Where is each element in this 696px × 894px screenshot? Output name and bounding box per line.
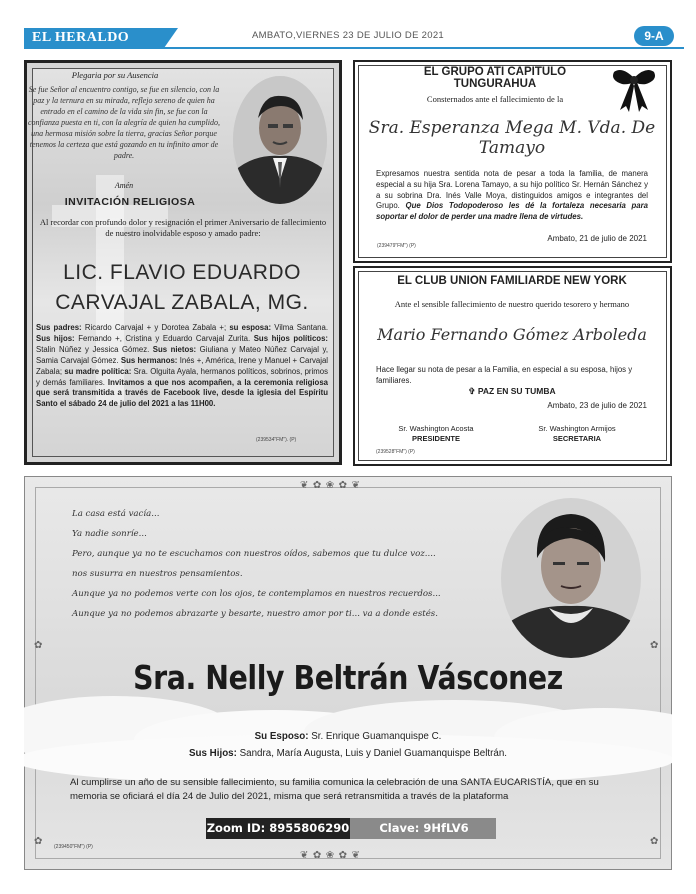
condolence-blessing: Que Dios Todopoderoso les dé la fortaleza necesaria para soportar el dolor de perder una madre llena de virtudes. bbox=[376, 201, 648, 222]
poem-line: Ya nadie sonríe... bbox=[72, 529, 147, 539]
poem-line: nos susurra en nuestros pensamientos. bbox=[72, 569, 243, 579]
floral-ornament-icon: ✿ bbox=[650, 640, 660, 651]
poem-line: Pero, aunque ya no te escuchamos con nuestros oídos, sabemos que tu dulce voz.... bbox=[72, 549, 436, 559]
deceased-name: Sra. Nelly Beltrán Vásconez bbox=[133, 658, 563, 697]
floral-ornament-icon: ✿ bbox=[650, 836, 660, 847]
spouse-line bbox=[24, 731, 672, 742]
family-text: Inés +, América, Irene y Manuel + Carvajal Zabala; bbox=[36, 355, 329, 376]
family-label: su esposa: bbox=[229, 323, 272, 332]
floral-ornament-icon: ❦ ✿ ❀ ✿ ❦ bbox=[300, 850, 361, 861]
ad-title: EL GRUPO ATI CAPITULO TUNGURAHUA bbox=[423, 66, 567, 90]
invitation-title: INVITACIÓN RELIGIOSA bbox=[64, 196, 196, 208]
deceased-name: Mario Fernando Gómez Arboleda bbox=[377, 325, 647, 344]
deceased-name-line1: LIC. FLAVIO EDUARDO bbox=[63, 261, 301, 284]
ad-date: Ambato, 23 de julio de 2021 bbox=[547, 401, 647, 410]
deceased-name bbox=[32, 258, 332, 318]
page-number: 9-A bbox=[634, 26, 674, 46]
children-label: Sus Hijos: bbox=[188, 748, 237, 759]
ad-title: EL CLUB UNION FAMILIARDE NEW YORK bbox=[397, 275, 627, 287]
signer-name: Sr. Washington Armijos bbox=[538, 424, 616, 433]
family-text: Sra. Olguita Ayala, hermanos políticos, sobrinos, primos y demás familiares. bbox=[36, 366, 328, 387]
paz-en-su-tumba: ✞ PAZ EN SU TUMBA bbox=[468, 386, 556, 396]
signer-name: Sr. Washington Acosta bbox=[398, 424, 474, 433]
children-line bbox=[24, 748, 672, 759]
family-label: su madre política: bbox=[64, 366, 132, 376]
ad-code: (239479"FM") (P) bbox=[377, 243, 416, 249]
invitation-ceremony: Invitamos a que nos acompañen, a la ceremonia religiosa que será transmitida a través de Facebook live, desde la iglesia del Espíritu Santo el sábado 24 de julio del 2021 a las 11H00. bbox=[36, 377, 328, 409]
ad-date: Ambato, 21 de julio de 2021 bbox=[547, 234, 647, 243]
family-label: Sus padres: bbox=[36, 323, 82, 332]
family-label: Sus hijos: bbox=[36, 333, 75, 343]
children-names: Sandra, María Augusta, Luis y Daniel Guamanquispe Beltrán. bbox=[236, 748, 508, 759]
poem-line: La casa está vacía... bbox=[72, 509, 160, 519]
ad-code: (239528"FM") (P) bbox=[376, 449, 415, 455]
floral-ornament-icon: ❦ ✿ ❀ ✿ ❦ bbox=[300, 480, 361, 491]
prayer-amen: Amén bbox=[114, 181, 134, 190]
header-rule bbox=[24, 47, 684, 49]
zoom-password: Clave: 9HfLV6 bbox=[379, 821, 469, 835]
spouse-name: Sr. Enrique Guamanquispe C. bbox=[308, 731, 442, 742]
floral-ornament-icon: ✿ bbox=[34, 836, 44, 847]
mourning-ribbon-icon bbox=[608, 64, 660, 114]
signer-role: SECRETARIA bbox=[552, 434, 602, 443]
invitation-text: Al recordar con profundo dolor y resignación el primer Aniversario de fallecimiento de nuestro inolvidable esposo y amado padre: bbox=[39, 217, 327, 238]
poem-line: Aunque ya no podemos verte con los ojos, te contemplamos en nuestros recuerdos... bbox=[72, 589, 441, 599]
family-text: Fernando +, Cristina y Eduardo Carvajal Zurita. bbox=[74, 333, 254, 343]
signer-role: PRESIDENTE bbox=[412, 434, 460, 443]
condolence-text bbox=[376, 169, 648, 223]
ad-subtitle: Consternados ante el fallecimiento de la bbox=[426, 94, 564, 104]
condolence-body: Expresamos nuestra sentida nota de pesar a toda la familia, de manera especial a su hija Sra. Lorena Tamayo, a su hijo político Sr. Hernán Sánchez y a su sobrina Dra. Inés Valle Moya, distinguidos amigos e integrantes del Grupo. bbox=[376, 169, 648, 211]
spouse-label: Su Esposo: bbox=[254, 731, 309, 742]
family-text: Vilma Santana. bbox=[271, 323, 329, 332]
mass-announcement: Al cumplirse un año de su sensible fallecimiento, su familia comunica la celebración de una SANTA EUCARISTÍA, que en su memoria se oficiará el día 24 de Julio del 2021, misma que será retransmitida a través de la plataforma bbox=[70, 777, 599, 802]
signature-president bbox=[376, 424, 496, 444]
family-label: Sus nietos: bbox=[152, 344, 197, 354]
family-label: Sus hermanos: bbox=[120, 355, 178, 365]
masthead: EL HERALDO bbox=[24, 28, 164, 48]
prayer-title: Plegaria por su Ausencia bbox=[71, 70, 159, 80]
ad-code: (239534"FM"). (P) bbox=[256, 437, 297, 443]
portrait-photo-woman bbox=[501, 498, 641, 658]
family-text: Ricardo Carvajal + y Dorotea Zabala +; bbox=[81, 323, 230, 332]
ad-code: (239450"FM") (P) bbox=[54, 844, 93, 850]
header-date: AMBATO,VIERNES 23 DE JULIO DE 2021 bbox=[252, 30, 444, 41]
portrait-photo-man bbox=[233, 76, 327, 204]
deceased-name: Sra. Esperanza Mega M. Vda. De Tamayo bbox=[368, 118, 656, 158]
floral-ornament-icon: ✿ bbox=[34, 640, 44, 651]
prayer-text: Se fue Señor al encuentro contigo, se fue en silencio, con la paz y la ternura en su mirada, reflejo sereno de quien ha entrado en el camino de la vida sin fin, se fue con la confianza puesta en ti, con la alegría de quien ha cumplido, una hermosa misión sobre la tierra, gracias Señor porque tenemos la certeza que está gozando en tu infinito amor de padre. bbox=[28, 85, 220, 160]
ad-subtitle: Ante el sensible fallecimiento de nuestro querido tesorero y hermano bbox=[394, 299, 630, 309]
family-list bbox=[36, 323, 328, 410]
zoom-id: Zoom ID: 8955806290 bbox=[206, 818, 350, 839]
family-text: Stalin Núñez y Jessica Gómez. bbox=[36, 344, 153, 354]
poem-line: Aunque ya no podemos abrazarte y besarte, nuestro amor por ti... va a donde estés. bbox=[72, 609, 438, 619]
signature-secretary bbox=[517, 424, 637, 444]
family-text: Giuliana y Mateo Núñez Carvajal y, Samia Carvajal Gómez. bbox=[36, 344, 328, 365]
condolence-text: Hace llegar su nota de pesar a la Familia, en especial a su esposa, hijos y familiares. bbox=[376, 365, 633, 385]
deceased-name-line2: CARVAJAL ZABALA, MG. bbox=[55, 291, 309, 314]
family-label: Sus hijos políticos: bbox=[253, 333, 328, 343]
